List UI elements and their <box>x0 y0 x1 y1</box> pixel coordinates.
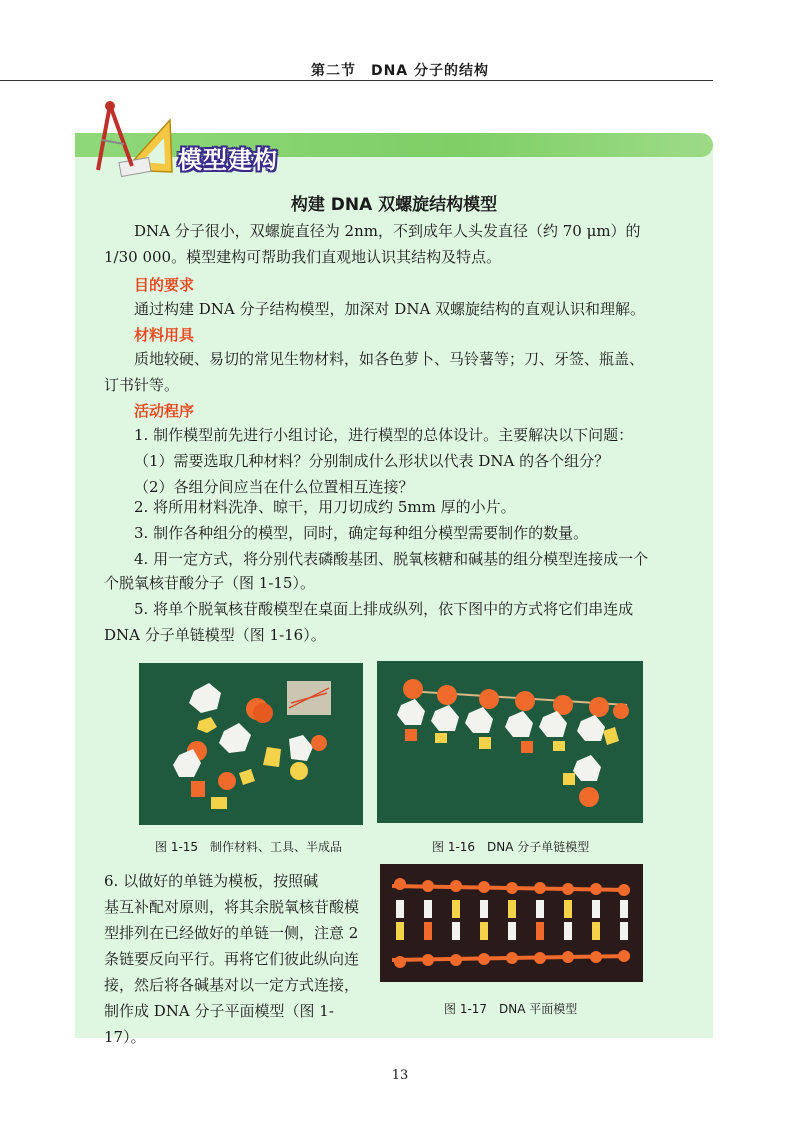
procedure-step: （1）需要选取几种材料？分别制成什么形状以代表 DNA 的各个组分？ <box>134 452 610 470</box>
procedure-step: 1. 制作模型前先进行小组讨论，进行模型的总体设计。主要解决以下问题： <box>134 426 634 444</box>
materials-heading: 材料用具 <box>134 326 195 344</box>
goal-heading: 目的要求 <box>134 276 195 294</box>
running-head: 第二节 DNA 分子的结构 <box>310 63 490 79</box>
step6-line: 条链要反向平行。再将它们彼此纵向连 <box>104 950 360 968</box>
figure-1-15-caption: 图 1-15 制作材料、工具、半成品 <box>155 840 343 854</box>
header-rule <box>0 80 713 81</box>
section-title: 构建 DNA 双螺旋结构模型 <box>290 195 498 215</box>
figure-1-16-photo <box>377 661 643 823</box>
intro-line: DNA 分子很小，双螺旋直径为 2nm，不到成年人头发直径（约 70 μm）的 <box>134 222 641 240</box>
procedure-heading: 活动程序 <box>134 402 195 420</box>
materials-text: 订书针等。 <box>104 376 180 394</box>
procedure-step: DNA 分子单链模型（图 1-16）。 <box>104 626 326 644</box>
step6-line: 6. 以做好的单链为模板，按照碱 <box>104 872 319 890</box>
step6-line: 接，然后将各碱基对以一定方式连接， <box>104 976 360 994</box>
materials-text: 质地较硬、易切的常见生物材料，如各色萝卜、马铃薯等；刀、牙签、瓶盖、 <box>134 350 645 368</box>
intro-line: 1/30 000。模型建构可帮助我们直观地认识其结构及特点。 <box>104 248 502 266</box>
banner-title: 模型建构 <box>178 146 278 174</box>
figure-1-15-photo <box>139 663 363 825</box>
procedure-step: 3. 制作各种组分的模型，同时，确定每种组分模型需要制作的数量。 <box>134 524 589 542</box>
step6-line: 型排列在已经做好的单链一侧，注意 2 <box>104 924 359 942</box>
figure-1-16-caption: 图 1-16 DNA 分子单链模型 <box>432 840 590 854</box>
figure-1-17-caption: 图 1-17 DNA 平面模型 <box>444 1002 578 1016</box>
figure-1-17-photo <box>380 864 643 982</box>
procedure-step: 2. 将所用材料洗净、晾干，用刀切成约 5mm 厚的小片。 <box>134 498 516 516</box>
procedure-step: 5. 将单个脱氧核苷酸模型在桌面上排成纵列，依下图中的方式将它们串连成 <box>134 600 634 618</box>
page-number: 13 <box>391 1068 409 1083</box>
step6-line: 制作成 DNA 分子平面模型（图 1-17）。 <box>104 1002 334 1046</box>
procedure-step: 个脱氧核苷酸分子（图 1-15）。 <box>104 574 315 592</box>
goal-text: 通过构建 DNA 分子结构模型，加深对 DNA 双螺旋结构的直观认识和理解。 <box>134 300 646 318</box>
step6-line: 基互补配对原则，将其余脱氧核苷酸模 <box>104 898 360 916</box>
procedure-step: （2）各组分间应当在什么位置相互连接？ <box>134 478 414 496</box>
compass-and-set-square-icon <box>80 100 180 180</box>
procedure-step: 4. 用一定方式，将分别代表磷酸基团、脱氧核糖和碱基的组分模型连接成一个 <box>134 550 649 568</box>
